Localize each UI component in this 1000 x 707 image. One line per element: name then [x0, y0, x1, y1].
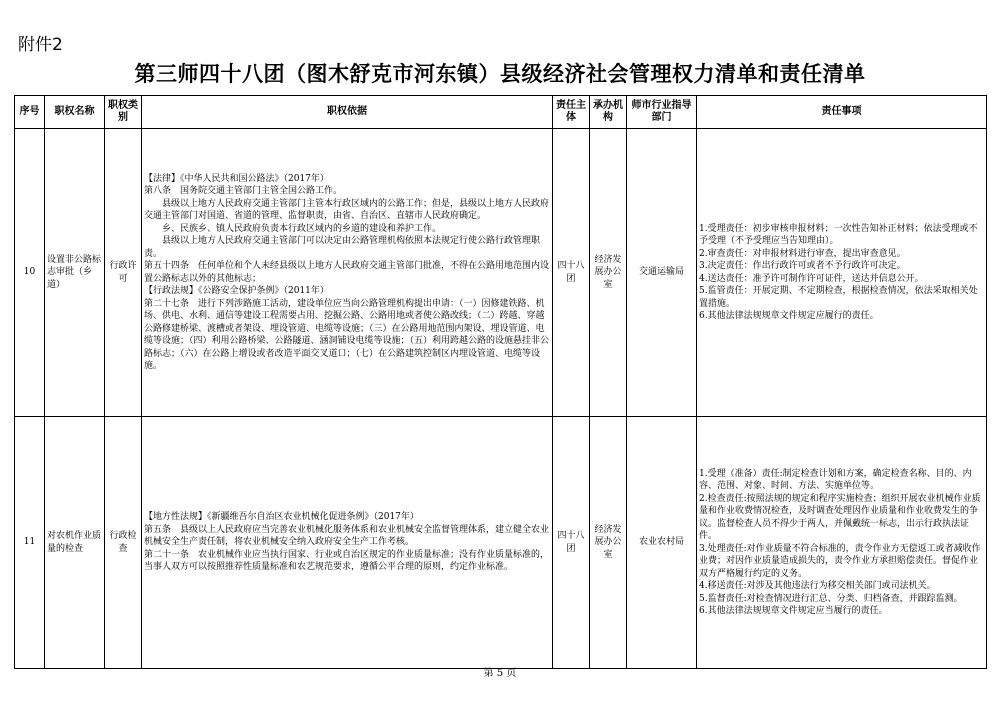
- header-seq: 序号: [15, 96, 45, 129]
- header-guide-dept: 师市行业指导部门: [627, 96, 697, 129]
- duty-line: 6.其他法律法规规章文件规定应履行的责任。: [699, 311, 879, 321]
- duty-line: 6.其他法律法规规章文件规定应当履行的责任。: [699, 606, 888, 616]
- basis-line: 第五十四条 任何单位和个人未经县级以上地方人民政府交通主管部门批准，不得在公路用地范围内设置公路标志以外的其他标志；: [144, 261, 550, 284]
- basis-line: 第二十七条 进行下列涉路施工活动，建设单位应当向公路管理机构提出申请：（一）因修建铁路、机场、供电、水利、通信等建设工程需要占用、挖掘公路、公路用地或者使公路改线；（二）跨越、穿越公路修建桥梁、渡槽或者架设、埋设管道、电缆等设施；（三）在公路用地范围内架设、埋设管道、电缆等设施；（四）利用公路桥梁、公路隧道、涵洞铺设电缆等设施；（五）利用跨越公路的设施悬挂非公路标志；（六）在公路上增设或者改造平面交叉道口；（七）在公路建筑控制区内埋设管道、电缆等设施。: [144, 298, 550, 371]
- row-basis: [142, 129, 553, 417]
- row-duties: [697, 417, 987, 669]
- row-name: 对农机作业质量的检查: [45, 417, 105, 669]
- row-agency: 经济发展办公室: [590, 417, 627, 669]
- row-agency: 经济发展办公室: [590, 129, 627, 417]
- basis-line: 【行政法规】《公路安全保护条例》（2011年）: [144, 286, 329, 296]
- row-subject: 四十八团: [553, 129, 590, 417]
- basis-line: 县级以上地方人民政府交通主管部门主管本行政区域内的公路工作；但是，县级以上地方人民政府交通主管部门对国道、省道的管理、监督职责，由省、自治区、直辖市人民政府确定。: [144, 198, 550, 221]
- basis-line: 县级以上地方人民政府交通主管部门可以决定由公路管理机构依照本法规定行使公路行政管理职责。: [144, 236, 541, 259]
- row-subject: 四十八团: [553, 417, 590, 669]
- row-guide-dept: 交通运输局: [627, 129, 697, 417]
- header-basis: 职权依据: [142, 96, 553, 129]
- header-duties: 责任事项: [697, 96, 987, 129]
- basis-line: 【法律】《中华人民共和国公路法》（2017年）: [144, 173, 329, 184]
- basis-line: 第五条 县级以上人民政府应当完善农业机械化服务体系和农业机械安全监督管理体系，建立健全农业机械安全生产责任制，将农业机械安全纳入政府安全生产工作考核。: [144, 524, 550, 548]
- row-name: 设置非公路标志审批（乡道）: [45, 129, 105, 417]
- duty-line: 3.处理责任:对作业质量不符合标准的，责令作业方无偿返工或者减收作业费；对因作业质量造成损失的，责令作业方承担赔偿责任。督促作业双方严格履行约定的义务。: [699, 543, 981, 579]
- duty-line: 4.送达责任：准予许可制作许可证件，送达并信息公开。: [699, 273, 924, 284]
- duty-line: 1.受理责任：初步审核申报材料；一次性告知补正材料；依法受理或不予受理（不予受理应当告知理由）。: [699, 223, 978, 246]
- document-title: 第三师四十八团（图木舒克市河东镇）县级经济社会管理权力清单和责任清单: [134, 62, 866, 86]
- basis-line: 第二十一条 农业机械作业应当执行国家、行业或自治区规定的作业质量标准；没有作业质量标准的，当事人双方可以按照推荐性质量标准和农艺规范要求，遵循公平合理的原则，约定作业标准。: [144, 549, 550, 573]
- page-number: 第 5 页: [483, 668, 517, 679]
- attachment-label: 附件2: [18, 35, 63, 55]
- duty-line: 5.监管责任：开展定期、不定期检查，根据检查情况，依法采取相关处置措施。: [699, 286, 978, 309]
- duty-line: 2.审查责任：对申报材料进行审查，提出审查意见。: [699, 248, 906, 259]
- duty-line: 5.监督责任:对检查情况进行汇总、分类、归档备查，并跟踪监测。: [699, 593, 963, 604]
- duty-line: 1.受理（准备）责任:制定检查计划和方案，确定检查名称、目的、内容、范围、对象、时间、方法、实施单位等。: [699, 468, 972, 491]
- duty-line: 2.检查责任:按照法规的规定和程序实施检查；组织开展农业机械作业质量和作业收费情况检查，及时调查处理因作业质量和作业收费发生的争议。监督检查人员不得少于两人，并佩戴统一标志，出示行政执法证件。: [699, 493, 981, 541]
- header-category: 职权类别: [105, 96, 142, 129]
- table-row: [15, 417, 987, 669]
- header-subject: 责任主体: [553, 96, 590, 129]
- row-guide-dept: 农业农村局: [627, 417, 697, 669]
- row-basis: [142, 417, 553, 669]
- table-header-row: [15, 96, 987, 129]
- basis-line: 【地方性法规】《新疆维吾尔自治区农业机械化促进条例》（2017年）: [144, 512, 419, 523]
- duty-line: 3.决定责任：作出行政许可或者不予行政许可决定。: [699, 261, 906, 271]
- power-list-table: [14, 95, 987, 669]
- basis-line: 乡、民族乡、镇人民政府负责本行政区域内的乡道的建设和养护工作。: [144, 223, 442, 234]
- basis-line: 第八条 国务院交通主管部门主管全国公路工作。: [144, 186, 343, 196]
- header-name: 职权名称: [45, 96, 105, 129]
- header-agency: 承办机构: [590, 96, 627, 129]
- row-seq: 10: [15, 129, 45, 417]
- duty-line: 4.移送责任:对涉及其他违法行为移交相关部门或司法机关。: [699, 581, 936, 591]
- row-seq: 11: [15, 417, 45, 669]
- row-category: 行政检查: [105, 417, 142, 669]
- row-duties: [697, 129, 987, 417]
- row-category: 行政许可: [105, 129, 142, 417]
- table-row: [15, 129, 987, 417]
